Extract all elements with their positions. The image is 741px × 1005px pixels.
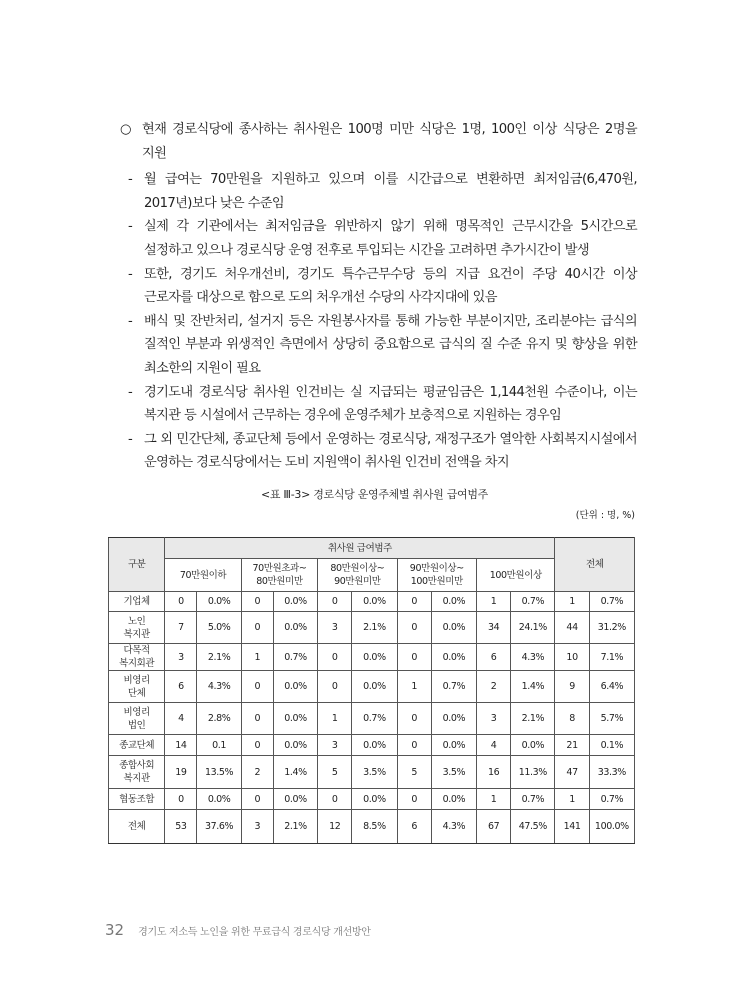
header-group: 취사원 급여범주	[165, 538, 555, 559]
percent-cell: 0.0%	[431, 644, 476, 671]
percent-cell: 0.0%	[273, 592, 317, 612]
table-row	[109, 671, 635, 703]
count-cell: 0	[241, 592, 273, 612]
percent-cell: 0.7%	[589, 592, 634, 612]
count-cell: 1	[241, 644, 273, 671]
count-cell: 0	[318, 789, 352, 810]
percent-cell: 2.8%	[197, 703, 241, 735]
percent-cell: 0.0%	[352, 789, 397, 810]
row-label: 비영리 법인	[109, 703, 165, 735]
percent-cell: 0.1	[197, 735, 241, 756]
table-row	[109, 644, 635, 671]
percent-cell: 6.4%	[589, 671, 634, 703]
percent-cell: 0.0%	[431, 703, 476, 735]
percent-cell: 0.0%	[352, 592, 397, 612]
count-cell: 2	[241, 756, 273, 789]
header-salary-range: 80만원이상~ 90만원미만	[318, 559, 397, 592]
count-cell: 16	[477, 756, 511, 789]
row-label: 다목적 복지회관	[109, 644, 165, 671]
count-cell: 0	[165, 789, 197, 810]
count-cell: 0	[241, 703, 273, 735]
count-cell: 3	[318, 735, 352, 756]
table-row	[109, 810, 635, 844]
count-cell: 53	[165, 810, 197, 844]
paragraph-text: 현재 경로식당에 종사하는 취사원은 100명 미만 식당은 1명, 100인 이상 식당은 2명을 지원	[142, 122, 637, 161]
paragraph-text: 월 급여는 70만원을 지원하고 있으며 이를 시간급으로 변환하면 최저임금(6,470원, 2017년)보다 낮은 수준임	[144, 172, 637, 211]
sub-paragraph	[128, 215, 637, 262]
percent-cell: 0.0%	[352, 644, 397, 671]
count-cell: 0	[397, 612, 431, 644]
page-footer	[105, 921, 371, 939]
body-text	[112, 118, 637, 475]
count-cell: 10	[555, 644, 589, 671]
percent-cell: 31.2%	[589, 612, 634, 644]
percent-cell: 11.3%	[511, 756, 555, 789]
percent-cell: 47.5%	[511, 810, 555, 844]
dash-bullet: -	[128, 172, 133, 188]
count-cell: 141	[555, 810, 589, 844]
percent-cell: 4.3%	[511, 644, 555, 671]
percent-cell: 4.3%	[431, 810, 476, 844]
percent-cell: 5.0%	[197, 612, 241, 644]
dash-bullet: -	[128, 266, 133, 282]
count-cell: 0	[318, 592, 352, 612]
percent-cell: 0.0%	[431, 612, 476, 644]
count-cell: 34	[477, 612, 511, 644]
count-cell: 0	[318, 671, 352, 703]
circle-bullet: ○	[120, 122, 131, 137]
percent-cell: 37.6%	[197, 810, 241, 844]
table-caption: <표 Ⅲ-3> 경로식당 운영주체별 취사원 급여범주	[260, 487, 488, 501]
header-total: 전체	[555, 538, 635, 592]
count-cell: 1	[477, 592, 511, 612]
row-label: 비영리 단체	[109, 671, 165, 703]
percent-cell: 7.1%	[589, 644, 634, 671]
percent-cell: 0.0%	[431, 735, 476, 756]
count-cell: 0	[241, 671, 273, 703]
count-cell: 4	[477, 735, 511, 756]
percent-cell: 13.5%	[197, 756, 241, 789]
count-cell: 9	[555, 671, 589, 703]
percent-cell: 0.0%	[197, 789, 241, 810]
percent-cell: 2.1%	[511, 703, 555, 735]
count-cell: 6	[165, 671, 197, 703]
count-cell: 47	[555, 756, 589, 789]
count-cell: 0	[397, 789, 431, 810]
sub-paragraph	[128, 168, 637, 215]
percent-cell: 0.7%	[511, 592, 555, 612]
row-label: 기업체	[109, 592, 165, 612]
percent-cell: 2.1%	[352, 612, 397, 644]
count-cell: 1	[477, 789, 511, 810]
percent-cell: 0.0%	[352, 735, 397, 756]
count-cell: 5	[397, 756, 431, 789]
sub-paragraph	[128, 310, 637, 381]
count-cell: 3	[477, 703, 511, 735]
count-cell: 0	[241, 789, 273, 810]
count-cell: 21	[555, 735, 589, 756]
paragraph-text: 그 외 민간단체, 종교단체 등에서 운영하는 경로식당, 재정구조가 열악한 사회복지시설에서 운영하는 경로식당에서는 도비 지원액이 취사원 인건비 전액을 차지	[144, 431, 637, 471]
salary-table	[108, 537, 635, 844]
count-cell: 6	[397, 810, 431, 844]
count-cell: 67	[477, 810, 511, 844]
paragraph-text: 배식 및 잔반처리, 설거지 등은 자원봉사자를 통해 가능한 부분이지만, 조리분야는 급식의 질적인 부분과 위생적인 측면에서 상당히 중요함으로 급식의 질 수준 유지 및 향상을 위한 최소한의 지원이 필요	[144, 313, 637, 376]
row-label: 종합사회 복지관	[109, 756, 165, 789]
percent-cell: 0.0%	[273, 612, 317, 644]
percent-cell: 1.4%	[273, 756, 317, 789]
footer-title: 경기도 저소득 노인을 위한 무료급식 경로식당 개선방안	[138, 927, 371, 938]
table-unit: (단위 : 명, %)	[575, 509, 635, 521]
count-cell: 0	[241, 735, 273, 756]
percent-cell: 3.5%	[431, 756, 476, 789]
percent-cell: 0.0%	[273, 735, 317, 756]
count-cell: 0	[397, 703, 431, 735]
percent-cell: 2.1%	[197, 644, 241, 671]
sub-paragraph	[128, 263, 637, 310]
count-cell: 0	[318, 644, 352, 671]
percent-cell: 0.0%	[352, 671, 397, 703]
percent-cell: 0.0%	[273, 703, 317, 735]
percent-cell: 0.7%	[511, 789, 555, 810]
count-cell: 6	[477, 644, 511, 671]
percent-cell: 8.5%	[352, 810, 397, 844]
row-label: 협동조합	[109, 789, 165, 810]
dash-bullet: -	[128, 313, 133, 329]
percent-cell: 4.3%	[197, 671, 241, 703]
content-area	[112, 118, 637, 521]
count-cell: 0	[397, 735, 431, 756]
count-cell: 4	[165, 703, 197, 735]
table-row	[109, 735, 635, 756]
count-cell: 3	[318, 612, 352, 644]
main-paragraph	[120, 118, 637, 165]
header-salary-range: 100만원이상	[477, 559, 555, 592]
dash-bullet: -	[128, 431, 133, 447]
count-cell: 44	[555, 612, 589, 644]
percent-cell: 24.1%	[511, 612, 555, 644]
count-cell: 1	[318, 703, 352, 735]
paragraph-text: 실제 각 기관에서는 최저임금을 위반하지 않기 위해 명목적인 근무시간을 5시간으로 설정하고 있으나 경로식당 운영 전후로 투입되는 시간을 고려하면 추가시간이 발생	[144, 219, 637, 258]
percent-cell: 1.4%	[511, 671, 555, 703]
page-number: 32	[105, 921, 125, 939]
percent-cell: 0.0%	[431, 789, 476, 810]
percent-cell: 0.7%	[273, 644, 317, 671]
count-cell: 1	[397, 671, 431, 703]
paragraph-text: 또한, 경기도 처우개선비, 경기도 특수근무수당 등의 지급 요건이 주당 40시간 이상 근로자를 대상으로 함으로 도의 처우개선 수당의 사각지대에 있음	[144, 266, 637, 306]
count-cell: 3	[165, 644, 197, 671]
table-row	[109, 592, 635, 612]
header-category: 구분	[109, 538, 165, 592]
count-cell: 7	[165, 612, 197, 644]
count-cell: 0	[241, 612, 273, 644]
row-label: 전체	[109, 810, 165, 844]
header-salary-range: 90만원이상~ 100만원미만	[397, 559, 476, 592]
percent-cell: 0.1%	[589, 735, 634, 756]
count-cell: 5	[318, 756, 352, 789]
table-row	[109, 756, 635, 789]
percent-cell: 3.5%	[352, 756, 397, 789]
sub-paragraph	[128, 428, 637, 475]
percent-cell: 0.7%	[431, 671, 476, 703]
percent-cell: 0.0%	[273, 789, 317, 810]
header-salary-range: 70만원초과~ 80만원미만	[241, 559, 317, 592]
percent-cell: 33.3%	[589, 756, 634, 789]
percent-cell: 100.0%	[589, 810, 634, 844]
table-row	[109, 789, 635, 810]
table-row	[109, 703, 635, 735]
header-salary-range: 70만원이하	[165, 559, 241, 592]
dash-bullet: -	[128, 384, 133, 400]
count-cell: 0	[165, 592, 197, 612]
count-cell: 12	[318, 810, 352, 844]
count-cell: 19	[165, 756, 197, 789]
count-cell: 3	[241, 810, 273, 844]
percent-cell: 0.7%	[352, 703, 397, 735]
row-label: 노인 복지관	[109, 612, 165, 644]
dash-bullet: -	[128, 219, 133, 235]
count-cell: 1	[555, 789, 589, 810]
percent-cell: 0.0%	[273, 671, 317, 703]
percent-cell: 0.0%	[511, 735, 555, 756]
percent-cell: 0.0%	[197, 592, 241, 612]
count-cell: 8	[555, 703, 589, 735]
count-cell: 1	[555, 592, 589, 612]
count-cell: 0	[397, 592, 431, 612]
percent-cell: 2.1%	[273, 810, 317, 844]
paragraph-text: 경기도내 경로식당 취사원 인건비는 실 지급되는 평균임금은 1,144천원 수준이나, 이는 복지관 등 시설에서 근무하는 경우에 운영주체가 보충적으로 지원하는 경우임	[144, 384, 637, 424]
percent-cell: 0.0%	[431, 592, 476, 612]
percent-cell: 0.7%	[589, 789, 634, 810]
count-cell: 14	[165, 735, 197, 756]
row-label: 종교단체	[109, 735, 165, 756]
percent-cell: 5.7%	[589, 703, 634, 735]
count-cell: 2	[477, 671, 511, 703]
sub-paragraph	[128, 381, 637, 428]
count-cell: 0	[397, 644, 431, 671]
table-row	[109, 612, 635, 644]
